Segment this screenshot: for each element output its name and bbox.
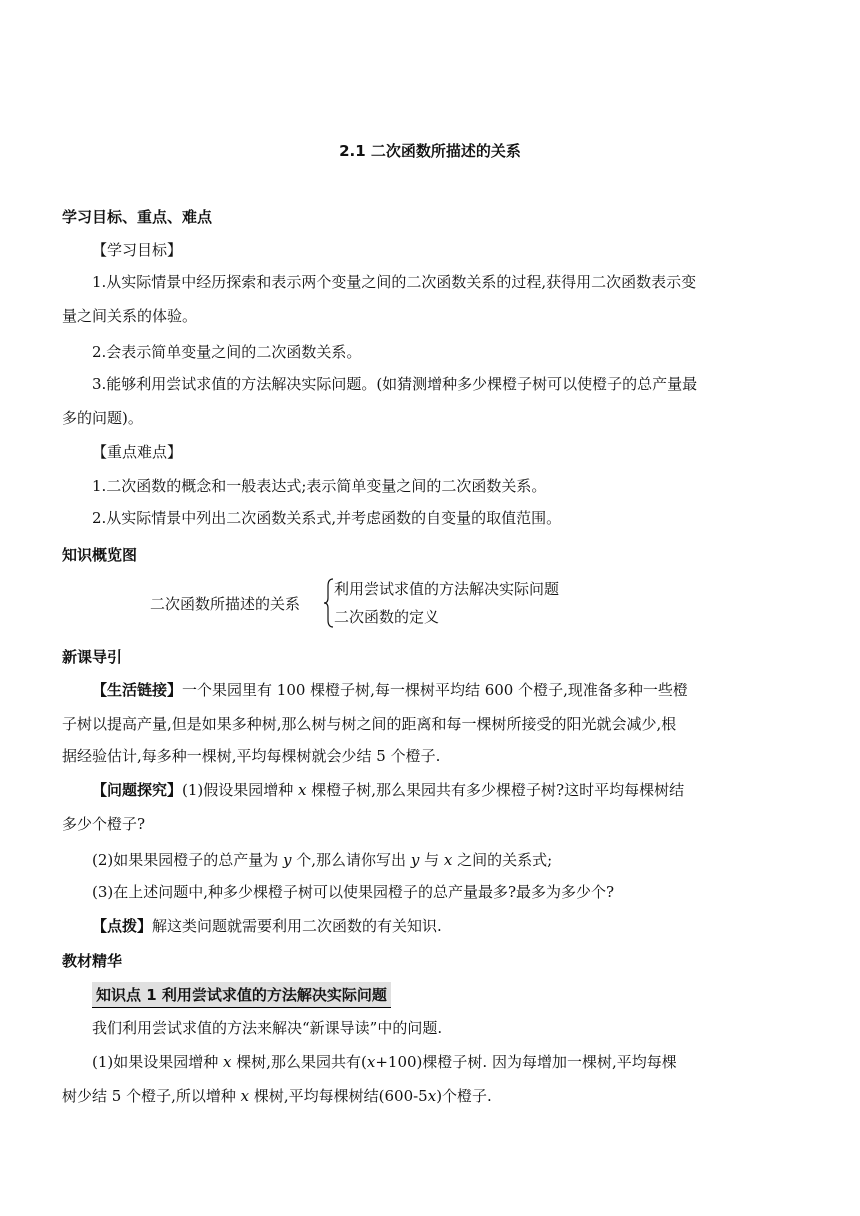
goal-1-line1: 1.从实际情景中经历探索和表示两个变量之间的二次函数关系的过程,获得用二次函数表示变 (92, 273, 697, 291)
goal-3-line2: 多的问题)。 (62, 409, 143, 427)
life-text: 一个果园里有 100 棵橙子树,每一棵树平均结 600 个橙子,现准备多种一些橙 (182, 681, 688, 699)
tip-label: 【点拨】 (92, 917, 153, 935)
page-title: 2.1 二次函数所描述的关系 (339, 142, 521, 160)
overview-item-2: 二次函数的定义 (334, 608, 440, 626)
variable-y: y (283, 851, 292, 869)
variable-x: x (223, 1053, 232, 1071)
life-line1 (92, 680, 802, 700)
tip-text: 解这类问题就需要利用二次函数的有关知识. (152, 917, 442, 935)
q2-text-b: 个,那么请你写出 (291, 851, 411, 869)
goals-heading: 学习目标、重点、难点 (62, 208, 213, 226)
q2-text-c: 与 (419, 851, 444, 869)
variable-x: x (240, 1087, 250, 1105)
a2-text-b: 棵树,平均每棵树结(600-5 (249, 1087, 428, 1105)
goal-3-line1: 3.能够利用尝试求值的方法解决实际问题。(如猜测增种多少棵橙子树可以使橙子的总产量最 (92, 375, 698, 393)
key-1: 1.二次函数的概念和一般表达式;表示简单变量之间的二次函数关系。 (92, 477, 547, 495)
kp-intro: 我们利用尝试求值的方法来解决“新课导读”中的问题. (92, 1019, 443, 1037)
q2-text-d: 之间的关系式; (452, 851, 553, 869)
question-1-line2: 多少个橙子? (62, 815, 146, 833)
brace-icon (324, 578, 334, 628)
knowledge-point-label: 知识点 1 利用尝试求值的方法解决实际问题 (92, 982, 391, 1008)
a2-text-a: 树少结 5 个橙子,所以增种 (62, 1087, 241, 1105)
a1-text-a: (1)如果设果园增种 (92, 1053, 224, 1071)
a1-text-b: 棵树,那么果园共有( (231, 1053, 367, 1071)
variable-x: x (427, 1087, 437, 1105)
textbook-heading: 教材精华 (62, 952, 123, 970)
life-label: 【生活链接】 (92, 681, 183, 699)
variable-y: y (410, 851, 420, 869)
q1-text-b: 棵橙子树,那么果园共有多少棵橙子树?这时平均每棵树结 (306, 781, 685, 799)
answer-line2 (62, 1086, 802, 1106)
question-1 (92, 780, 802, 800)
question-2 (92, 850, 802, 870)
goal-2: 2.会表示简单变量之间的二次函数关系。 (92, 343, 362, 361)
key-2: 2.从实际情景中列出二次函数关系式,并考虑函数的自变量的取值范围。 (92, 509, 562, 527)
variable-x: x (298, 781, 307, 799)
intro-heading: 新课导引 (62, 648, 123, 666)
question-3: (3)在上述问题中,种多少棵橙子树可以使果园橙子的总产量最多?最多为多少个? (92, 883, 615, 901)
overview-root: 二次函数所描述的关系 (150, 595, 301, 613)
question-label: 【问题探究】 (92, 781, 183, 799)
life-line3: 据经验估计,每多种一棵树,平均每棵树就会少结 5 个橙子. (62, 747, 441, 765)
a1-text-c: +100)棵橙子树. 因为每增加一棵树,平均每棵 (375, 1053, 677, 1071)
goal-label: 【学习目标】 (92, 241, 183, 259)
q1-text-a: (1)假设果园增种 (182, 781, 299, 799)
a2-text-c: )个橙子. (436, 1087, 492, 1105)
variable-x: x (443, 851, 453, 869)
answer-line1 (92, 1052, 802, 1072)
overview-heading: 知识概览图 (62, 546, 138, 564)
goal-1-line2: 量之间关系的体验。 (62, 307, 198, 325)
variable-x: x (366, 1053, 376, 1071)
key-label: 【重点难点】 (92, 443, 183, 461)
q2-text-a: (2)如果果园橙子的总产量为 (92, 851, 284, 869)
overview-item-1: 利用尝试求值的方法解决实际问题 (334, 580, 560, 598)
tip-line (92, 916, 802, 936)
life-line2: 子树以提高产量,但是如果多种树,那么树与树之间的距离和每一棵树所接受的阳光就会减少,根 (62, 715, 677, 733)
